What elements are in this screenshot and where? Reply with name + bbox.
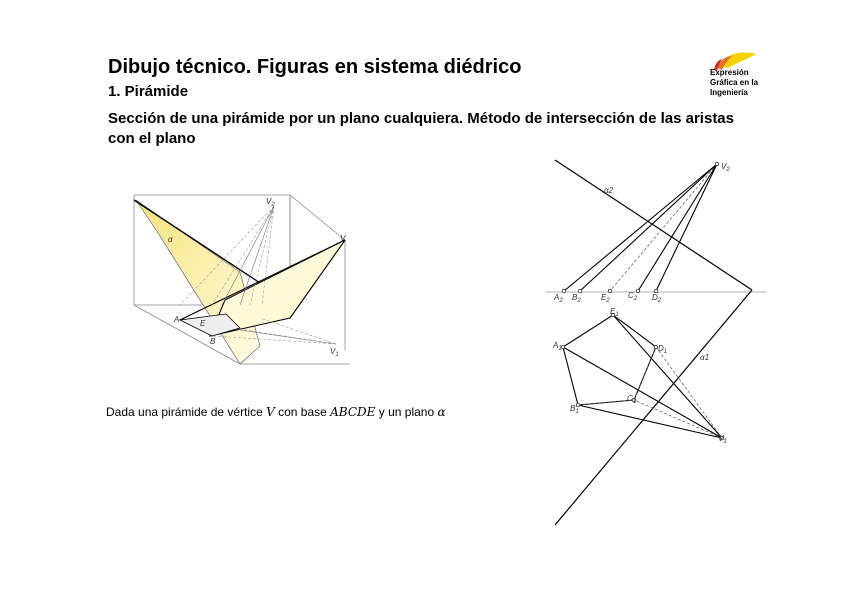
projection-points — [561, 162, 724, 440]
label-B1: $B_1$ — [570, 404, 579, 415]
perspective-label-v1: $V_1$ — [330, 347, 339, 358]
page-title: Dibujo técnico. Figuras en sistema diédrico — [108, 56, 522, 78]
label-C1: $C_1$ — [627, 394, 637, 405]
label-C2: $C_2$ — [628, 291, 638, 302]
label-alpha-1: α1 — [700, 353, 710, 362]
label-V1: $V_1$ — [718, 434, 727, 445]
trace-alpha-1 — [555, 290, 752, 525]
perspective-label-v: V — [340, 234, 346, 243]
label-E2: $E_2$ — [601, 293, 610, 304]
perspective-label-b: B — [210, 337, 216, 346]
label-D1: $D_1$ — [658, 344, 668, 355]
vertical-projection-edges — [564, 164, 717, 291]
label-V2: $V_2$ — [721, 162, 730, 173]
section-subtitle: 1. Pirámide — [108, 83, 189, 100]
perspective-label-v2: $V_2$ — [266, 197, 275, 208]
problem-statement: Dada una pirámide de vértice V con base ABCDE y un plano α — [106, 405, 446, 419]
horizontal-projection-edges — [563, 315, 722, 438]
label-alpha-2: α2 — [604, 186, 614, 195]
section-heading: Sección de una pirámide por un plano cualquiera. Método de intersección de las aristas con el plano — [108, 110, 734, 147]
perspective-label-alpha: α — [168, 235, 173, 244]
trace-alpha-2 — [555, 160, 752, 290]
logo-line-3: Ingeniería — [710, 88, 748, 97]
label-E1: $E_1$ — [610, 307, 619, 318]
label-D2: $D_2$ — [652, 293, 662, 304]
label-A2: $A_2$ — [554, 293, 563, 304]
perspective-label-e: E — [200, 319, 206, 328]
logo-line-2: Gráfica en la — [710, 78, 759, 87]
base-horizontal-projection — [563, 315, 656, 405]
label-B2: $B_2$ — [572, 293, 581, 304]
logo-line-1: Expresión — [710, 68, 749, 77]
label-A1: $A_1$ — [553, 341, 562, 352]
perspective-label-a: A — [174, 315, 180, 324]
